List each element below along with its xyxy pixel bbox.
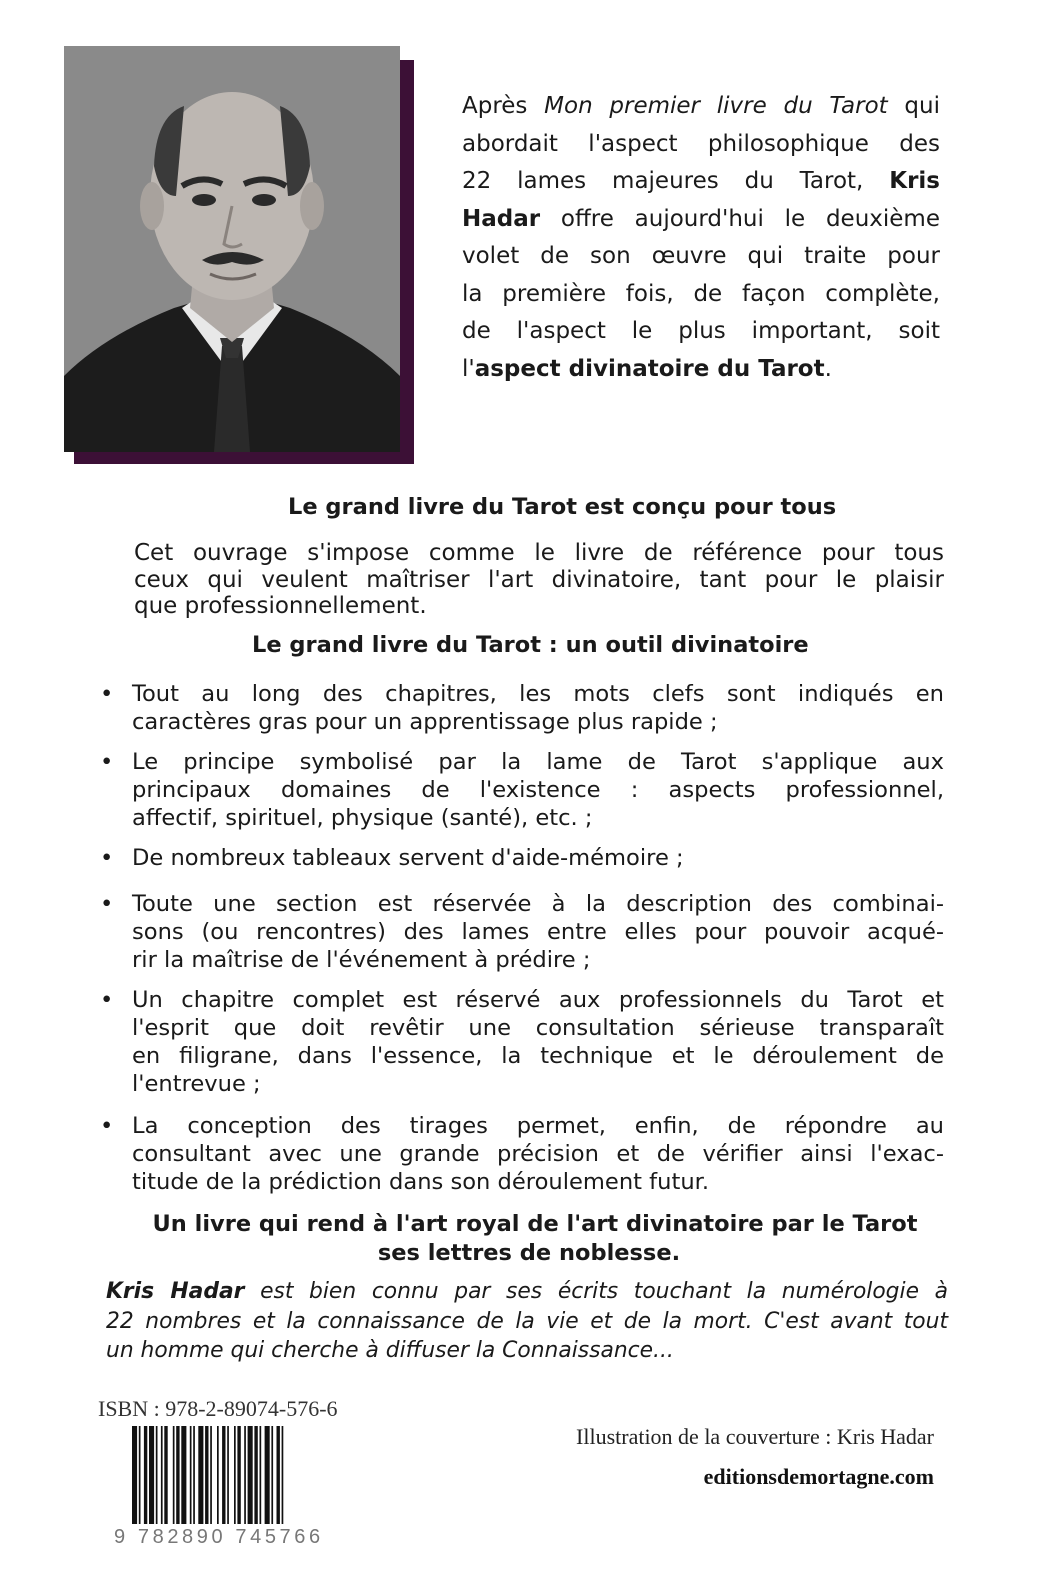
para-line: que professionnellement. (134, 593, 427, 619)
bullet-icon: • (100, 749, 114, 775)
closing-heading: Un livre qui rend à l'art royal de l'art divinatoire par le Tarot ses lettres de noblesse. (152, 1211, 918, 1266)
bullet-icon: • (100, 987, 114, 1013)
para-line: ceux qui veulent maîtriser l'art divinatoire, tant pour le plaisir (134, 566, 944, 593)
bullet-icon: • (100, 845, 114, 871)
author-bio: Kris Hadar est bien connu par ses écrits touchant la numérologie à 22 nombres et la connaissance de la vie et de la mort. C'est avant tout un homme qui cherche à diffuser la Connaissance... (106, 1279, 948, 1363)
bullet-icon: • (100, 1113, 114, 1139)
intro-line: la première fois, de façon complète, (462, 280, 940, 307)
author-photo (64, 46, 400, 452)
barcode-digits: 9 782890 745766 (114, 1526, 324, 1548)
intro-line: volet de son œuvre qui traite pour (462, 243, 940, 269)
intro-line: l'aspect divinatoire du Tarot. (462, 355, 832, 382)
intro-line: 22 lames majeures du Tarot, Kris (462, 168, 940, 194)
intro-line: Hadar offre aujourd'hui le deuxième (462, 205, 940, 232)
barcode-icon (132, 1426, 336, 1524)
publisher-website: editionsdemortagne.com (703, 1464, 934, 1489)
para-line: Cet ouvrage s'impose comme le livre de référence pour tous (134, 540, 944, 566)
bullet-icon: • (100, 681, 114, 707)
section-heading-outil: Le grand livre du Tarot : un outil divinatoire (252, 632, 809, 658)
intro-line: abordait l'aspect philosophique des (462, 130, 940, 157)
intro-line: de l'aspect le plus important, soit (462, 318, 940, 344)
bullet-icon: • (100, 891, 114, 917)
author-name: Kris Hadar (106, 1279, 245, 1304)
isbn-label: ISBN : 978-2-89074-576-6 (98, 1396, 338, 1421)
intro-line: Après Mon premier livre du Tarot qui (462, 93, 940, 119)
cover-illustration-credit: Illustration de la couverture : Kris Hadar (576, 1424, 934, 1449)
reference-paragraph (134, 540, 944, 620)
author-portrait-illustration (64, 46, 400, 452)
intro-paragraph (462, 88, 940, 388)
section-heading-conception: Le grand livre du Tarot est conçu pour tous (288, 494, 837, 520)
